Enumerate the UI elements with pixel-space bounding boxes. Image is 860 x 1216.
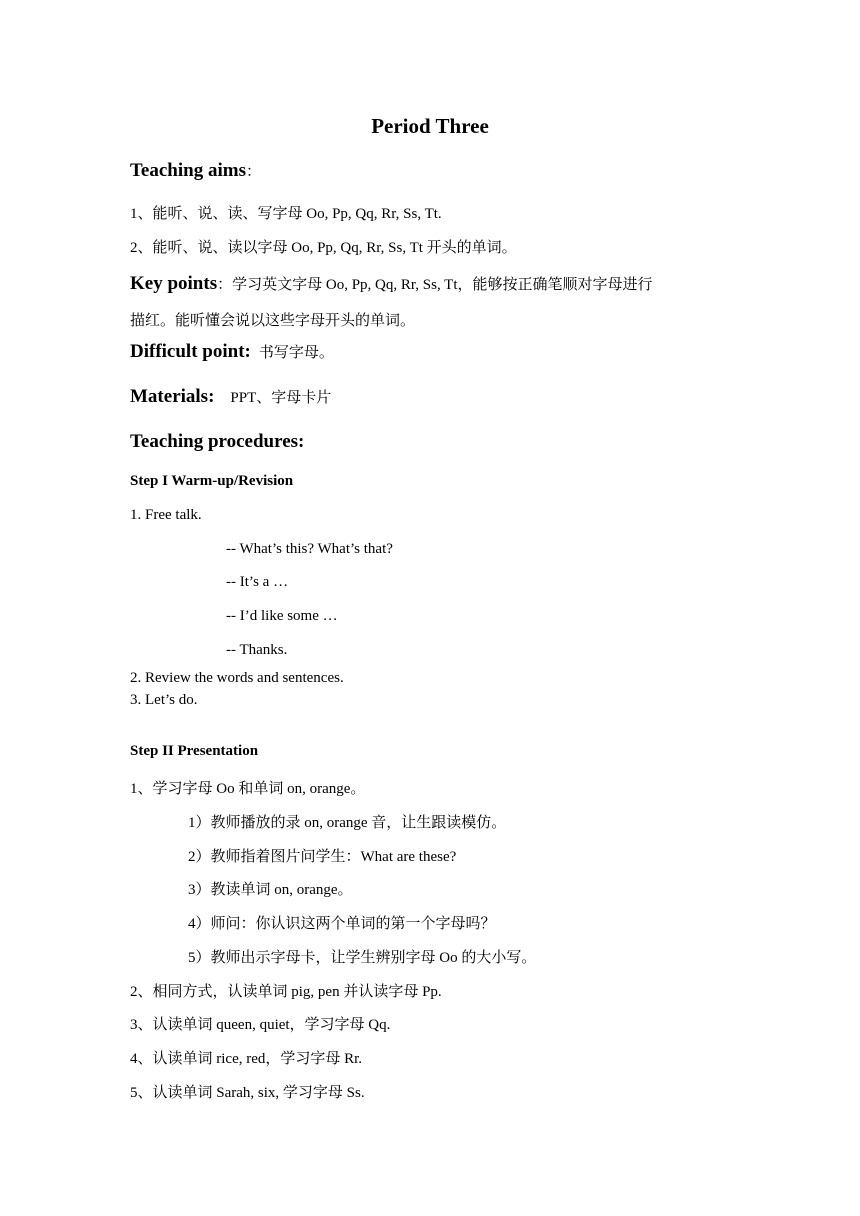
review-item: 2. Review the words and sentences. — [130, 670, 344, 686]
free-talk-item: 1. Free talk. — [130, 507, 202, 523]
presentation-item-1: 1、学习字母 Oo 和单词 on, orange。 — [130, 781, 366, 797]
presentation-sub-item-2: 2）教师指着图片问学生：What are these? — [188, 849, 457, 865]
materials-line — [130, 386, 331, 408]
lets-do-item: 3. Let’s do. — [130, 692, 198, 708]
difficult-point-line — [130, 341, 334, 363]
teaching-aim-item-2: 2、能听、说、读以字母 Oo, Pp, Qq, Rr, Ss, Tt 开头的单词。 — [130, 240, 517, 256]
presentation-sub-item-4: 4）师问：你认识这两个单词的第一个字母吗？ — [188, 916, 496, 932]
step2-heading: Step II Presentation — [130, 743, 259, 759]
teaching-aim-item-1: 1、能听、说、读、写字母 Oo, Pp, Qq, Rr, Ss, Tt. — [130, 206, 442, 222]
presentation-item-5: 5、认读单词 Sarah, six, 学习字母 Ss. — [130, 1085, 365, 1101]
presentation-item-2: 2、相同方式，认读单词 pig, pen 并认读字母 Pp. — [130, 984, 442, 1000]
key-points-line — [130, 273, 653, 295]
difficult-point-heading: Difficult point: — [130, 341, 251, 362]
presentation-sub-item-5: 5）教师出示字母卡，让学生辨别字母 Oo 的大小写。 — [188, 950, 537, 966]
teaching-aims-heading-line — [130, 160, 261, 182]
dialogue-line-3: -- I’d like some … — [226, 608, 338, 624]
teaching-procedures-heading: Teaching procedures: — [130, 431, 305, 452]
difficult-point-text: 书写字母。 — [258, 345, 334, 361]
key-points-text-line2: 描红。能听懂会说以这些字母开头的单词。 — [130, 313, 416, 329]
presentation-item-3: 3、认读单词 queen, quiet，学习字母 Qq. — [130, 1017, 391, 1033]
presentation-sub-item-3: 3）教读单词 on, orange。 — [188, 882, 353, 898]
key-points-text-line1: ：学习英文字母 Oo, Pp, Qq, Rr, Ss, Tt，能够按正确笔顺对字母进行 — [217, 277, 653, 293]
key-points-heading: Key points — [130, 273, 218, 294]
materials-heading: Materials: — [130, 386, 215, 407]
dialogue-line-1: -- What’s this? What’s that? — [226, 541, 393, 557]
teaching-aims-heading: Teaching aims — [130, 160, 246, 181]
step1-heading: Step I Warm-up/Revision — [130, 473, 294, 489]
dialogue-line-4: -- Thanks. — [226, 642, 288, 658]
presentation-sub-item-1: 1）教师播放的录 on, orange 音，让生跟读模仿。 — [188, 815, 507, 831]
presentation-item-4: 4、认读单词 rice, red，学习字母 Rr. — [130, 1051, 363, 1067]
dialogue-line-2: -- It’s a … — [226, 574, 289, 590]
materials-text: PPT、字母卡片 — [230, 390, 332, 406]
teaching-aims-colon: ： — [245, 164, 261, 180]
page-title: Period Three — [371, 114, 489, 138]
